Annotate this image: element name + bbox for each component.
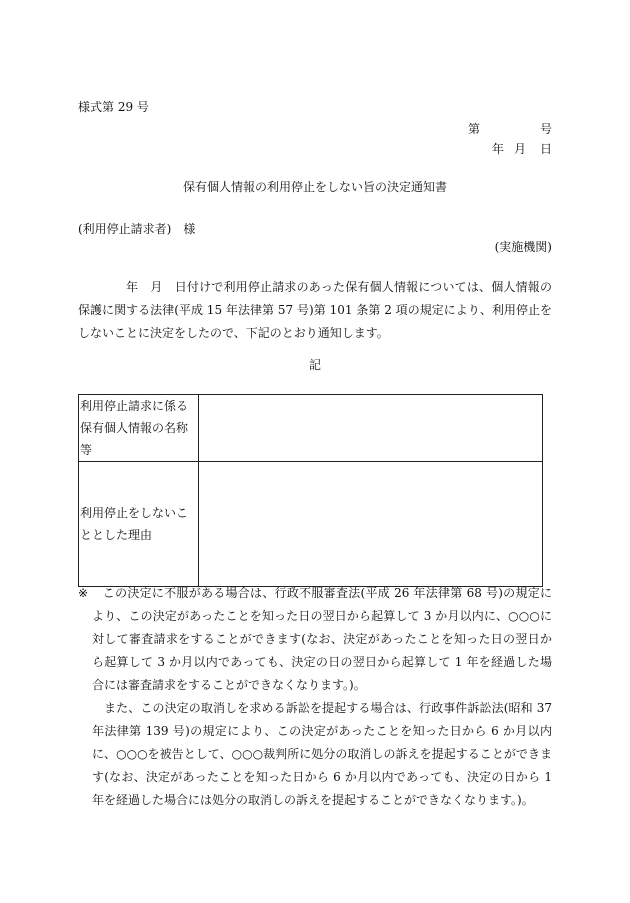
appeal-notes	[78, 582, 552, 812]
recipient: (利用停止請求者) 様	[78, 222, 196, 236]
ki-heading: 記	[308, 358, 321, 372]
row-label-reason: 利用停止をしないこととした理由	[79, 462, 199, 587]
document-number-prefix: 第	[468, 122, 481, 136]
issuing-agency: (実施機関)	[494, 240, 552, 254]
notice-body: 年 月 日付けで利用停止請求のあった保有個人情報については、個人情報の保護に関する法律(平成 15 年法律第 57 号)第 101 条第 2 項の規定により、利用停止をしないことに決定をしたので、下記のとおり通知します。	[78, 280, 552, 340]
row-value-reason	[199, 462, 543, 587]
form-number: 様式第 29 号	[78, 100, 149, 114]
table-row	[79, 462, 543, 587]
note-paragraph-lawsuit: また、この決定の取消しを求める訴訟を提起する場合は、行政事件訴訟法(昭和 37 年法律第 139 号)の規定により、この決定があったことを知った日から 6 か月以内に、○○○を被告として、○○○裁判所に処分の取消しの訴えを提起することができます(なお、決定があったことを知った日から 6 か月以内であっても、決定の日から 1 年を経過した場合には処分の取消しの訴えを提起することができなくなります。)。	[92, 701, 552, 807]
table-row	[79, 395, 543, 462]
date-day: 日	[539, 142, 552, 156]
note-mark: ※	[78, 586, 89, 600]
row-label-info-name: 利用停止請求に係る保有個人情報の名称等	[79, 395, 199, 462]
document-title: 保有個人情報の利用停止をしない旨の決定通知書	[182, 180, 447, 194]
info-table	[78, 394, 543, 587]
date-year: 年	[492, 142, 505, 156]
date-month: 月	[514, 142, 527, 156]
note-paragraph-appeal: この決定に不服がある場合は、行政不服審査法(平成 26 年法律第 68 号)の規定により、この決定があったことを知った日の翌日から起算して 3 か月以内に、○○○に対して審査請求をすることができます(なお、決定があったことを知った日の翌日から起算して 3 か月以内であっても、決定の日の翌日から起算して 1 年を経過した場合には審査請求をすることができなくなります。)。	[92, 586, 552, 692]
row-value-info-name	[199, 395, 543, 462]
document-number-suffix: 号	[539, 122, 552, 136]
